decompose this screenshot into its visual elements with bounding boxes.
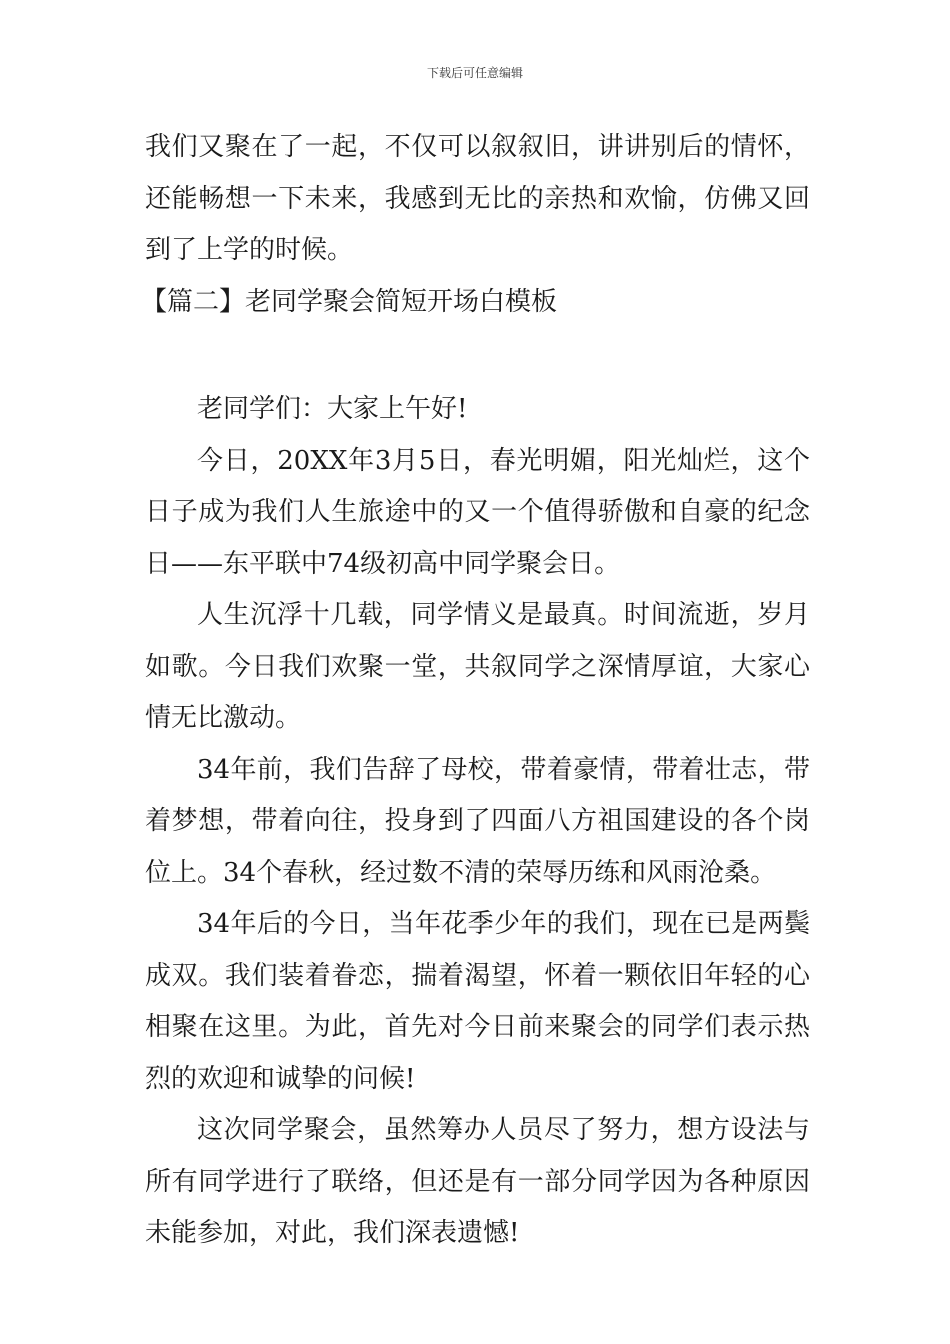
body-paragraph: 34年后的今日，当年花季少年的我们，现在已是两鬓成双。我们装着眷恋，揣着渴望，怀着一颗依旧年轻的心相聚在这里。为此，首先对今日前来聚会的同学们表示热烈的欢迎和诚挚的问候! <box>145 909 810 1094</box>
document-body <box>141 122 810 1260</box>
section-heading: 【篇二】老同学聚会简短开场白模板 <box>141 286 558 317</box>
body-paragraph: 人生沉浮十几载，同学情义是最真。时间流逝，岁月如歌。今日我们欢聚一堂，共叙同学之深情厚谊，大家心情无比激动。 <box>145 600 810 733</box>
intro-paragraph: 我们又聚在了一起，不仅可以叙叙旧，讲讲别后的情怀，还能畅想一下未来，我感到无比的亲热和欢愉，仿佛又回到了上学的时候。 <box>145 132 810 265</box>
body-paragraph: 34年前，我们告辞了母校，带着豪情，带着壮志，带着梦想，带着向往，投身到了四面八方祖国建设的各个岗位上。34个春秋，经过数不清的荣辱历练和风雨沧桑。 <box>145 754 810 888</box>
page-header-note: 下载后可任意编辑 <box>426 66 523 80</box>
body-paragraph: 今日，20XX年3月5日，春光明媚，阳光灿烂，这个日子成为我们人生旅途中的又一个值得骄傲和自豪的纪念日——东平联中74级初高中同学聚会日。 <box>145 445 810 579</box>
greeting-paragraph: 老同学们：大家上午好! <box>197 394 468 424</box>
section-spacer <box>145 328 810 384</box>
body-paragraph: 这次同学聚会，虽然筹办人员尽了努力，想方设法与所有同学进行了联络，但还是有一部分同学因为各种原因未能参加，对此，我们深表遗憾! <box>145 1115 810 1248</box>
